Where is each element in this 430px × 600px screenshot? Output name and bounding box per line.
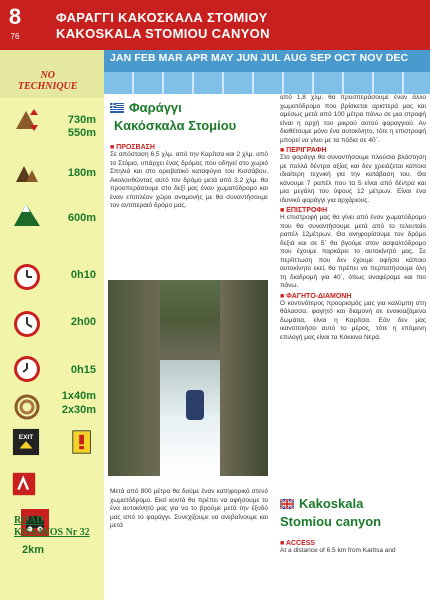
road-reference xyxy=(14,515,90,539)
photo-rocks-left xyxy=(108,280,160,476)
title-english: KAKOSKALA STOMIOU CANYON xyxy=(56,26,270,41)
greek-access-heading: ■ ΠΡΟΣΒΑΣΗ xyxy=(110,144,155,151)
exit-icon xyxy=(12,428,40,456)
no-entry-icon xyxy=(12,472,36,496)
greek-flag-icon xyxy=(110,103,124,113)
photo-canyoner xyxy=(186,390,204,420)
greek-continued-section xyxy=(280,94,426,342)
greek-continued-text: από 1,8 χλμ. θα προσπεράσουμε έναν άλλο χωματόδρομο που βρίσκεται αριστερά μας και αμέσως μετά από 100 μέτρα πάνω σε μια στροφή είναι η αρχή του μικρού αυτού φαραγγιού. Αν διαθέτουμε μόνο ένα αυτοκίνητο, τότε η επιστροφή μπορεί να γίνει με τα πόδια σε 40΄. xyxy=(280,94,426,144)
greek-access-text: Σε απόσταση 6,5 χλμ. από την Καρίτσα και 2 χλμ. από το Στόμιο, υπάρχει ένας δρόμος που οδηγεί στο χωριό Σπηλιά και στο ορειβατικό καταφύγιο του Κισσάβου. Ακολουθώντας αυτό τον δρόμο μετά από 3,2 χλμ. θα προσπεράσουμε στο δεξί μας έναν χωματόδρομο και έναν επιπλέον χώρο αναμονής με θα συναντήσουμε τον αντιπεραιό δρόμο μας. xyxy=(110,151,268,209)
stat-length xyxy=(0,158,104,192)
altitude-arrow-icon xyxy=(12,107,42,137)
clock-icon xyxy=(12,354,42,384)
greek-access-section xyxy=(110,142,268,211)
greek-food-heading: ■ ΦΑΓΗΤΟ-ΔΙΑΜΟΝΗ xyxy=(280,292,352,300)
greek-course-text: Στο φαράγγι θα συναντήσουμε πλούσια βλάστηση με πολλά δέντρα αξίας και δεν χρειάζεται κάποια ιδιαίτερη τεχνική για την κατάβαση του. Θα κάνουμε 7 ραπέλ που τα 5 είναι από δέντρα και μια μεγάλη του ύψους 12 μέτρων. Είναι ένα ιδανικό φαράγγι για αρχάριους. xyxy=(280,154,426,204)
road-map-name: KISSAVOS Nr 32 xyxy=(14,527,90,538)
rope-value-2: 2x30m xyxy=(61,404,96,416)
page-reference: 76 xyxy=(10,32,20,41)
svg-text:EXIT: EXIT xyxy=(18,434,34,442)
season-stripe xyxy=(104,72,430,94)
uk-flag-icon xyxy=(280,499,294,509)
stat-return-time xyxy=(0,352,104,386)
page-number: 8 xyxy=(8,4,22,29)
return-time-value: 0h15 xyxy=(70,364,96,376)
stat-altitude xyxy=(0,105,104,139)
greek-exit-heading: ■ ΕΠΙΣΤΡΟΦΗ xyxy=(280,207,328,214)
english-access-heading: ■ ACCESS xyxy=(280,540,316,547)
clock-icon xyxy=(12,262,42,292)
stat-rope xyxy=(0,386,104,426)
english-title: Kakoskala xyxy=(299,496,364,511)
rope-value-1: 1x40m xyxy=(61,390,96,402)
english-access-section xyxy=(280,538,426,556)
stat-approach-time xyxy=(0,260,104,294)
stat-elevation xyxy=(0,198,104,232)
photo-rocks-right xyxy=(220,280,268,476)
sidebar-header xyxy=(0,50,104,98)
warning-sign-icon xyxy=(72,428,96,456)
technique-label-line1: NO xyxy=(40,70,55,81)
stat-road-signs xyxy=(0,470,104,500)
greek-food-text: Ο κοντινότερος προορισμός μας για καλύμπη στη θάλασσα, φαγητό και διαμονή σε ενοικιαζόμενα δωμάτια, είναι η Καρίτσα. Εάν δεν μας ικανοποιήσει αυτό το μέρος, τότε η επόμενη επιλογή μας είναι τα Κόκκινα Νερά. xyxy=(280,299,426,341)
title-greek: ΦΑΡΑΓΓΙ ΚΑΚΟΣΚΑΛΑ ΣΤΟΜΙΟΥ xyxy=(56,10,268,25)
altitude-top-value: 730m xyxy=(67,114,96,126)
greek-heading xyxy=(110,100,182,115)
technique-label xyxy=(18,70,77,92)
months-label: JAN FEB MAR APR MAY JUN JUL AUG SEP OCT NOV DEC xyxy=(110,52,409,64)
greek-after-photo-section xyxy=(110,488,268,531)
canyon-photo xyxy=(108,280,268,476)
page-header xyxy=(0,0,430,50)
greek-after-photo-text: Μετά από 800 μέτρα θα δούμε έναν κατηφορικό στενό χωματόδρομο. Εκεί κοντά θα πρέπει να αφήσουμε το ένα αυτοκίνητό μας για να το βρούμε μετά την έξοδό μας από το φαράγγι. Συνεχίζουμε να ανεβαίνουμε και μετά xyxy=(110,488,268,529)
greek-course-heading: ■ ΠΕΡΙΓΡΑΦΗ xyxy=(280,147,327,154)
english-heading xyxy=(280,496,363,511)
right-column xyxy=(274,94,430,600)
english-subtitle: Stomiou canyon xyxy=(280,514,382,529)
sidebar xyxy=(0,50,104,600)
greek-subtitle: Κακόσκαλα Στομίου xyxy=(114,118,237,133)
rope-icon xyxy=(12,392,42,422)
descent-time-value: 2h00 xyxy=(70,316,96,328)
length-icon xyxy=(12,160,42,190)
road-label: ROAD xyxy=(14,515,44,526)
length-value: 180m xyxy=(67,167,96,179)
car-distance-value: 2km xyxy=(22,544,45,556)
english-access-text: At a distance of 6.5 km from Karitsa and xyxy=(280,547,396,554)
clock-icon xyxy=(12,309,42,339)
greek-title: Φαράγγι xyxy=(129,100,182,115)
technique-label-line2: TECHNIQUE xyxy=(18,81,78,92)
season-band xyxy=(104,50,430,94)
altitude-bottom-value: 550m xyxy=(67,127,96,139)
stat-descent-time xyxy=(0,307,104,341)
elevation-value: 600m xyxy=(67,212,96,224)
page-number-badge xyxy=(0,0,30,50)
mountain-icon xyxy=(12,200,42,230)
stat-exit xyxy=(0,426,104,462)
greek-exit-text: Η επιστροφή μας θα γίνει από έναν χωματόδρομο που θα συναντήσουμε μετά από το τελευταίο ραπέλ 12μέτρων. Θα ανηφορίσουμε τον δρόμο δεξιά και σε 5΄ θα βγούμε στον ασφαλτόδρομο που έχουμε παρκάρει το αυτοκίνητό μας. Σε περίπτωση που δεν έχουμε αφήσει κάποιο αυτοκίνητο εκεί, θα πρέπει να περπατήσουμε όλη τη διαδρομή για 40΄, όπως αναφέραμε και πιο πάνω. xyxy=(280,214,426,289)
approach-time-value: 0h10 xyxy=(70,269,96,281)
